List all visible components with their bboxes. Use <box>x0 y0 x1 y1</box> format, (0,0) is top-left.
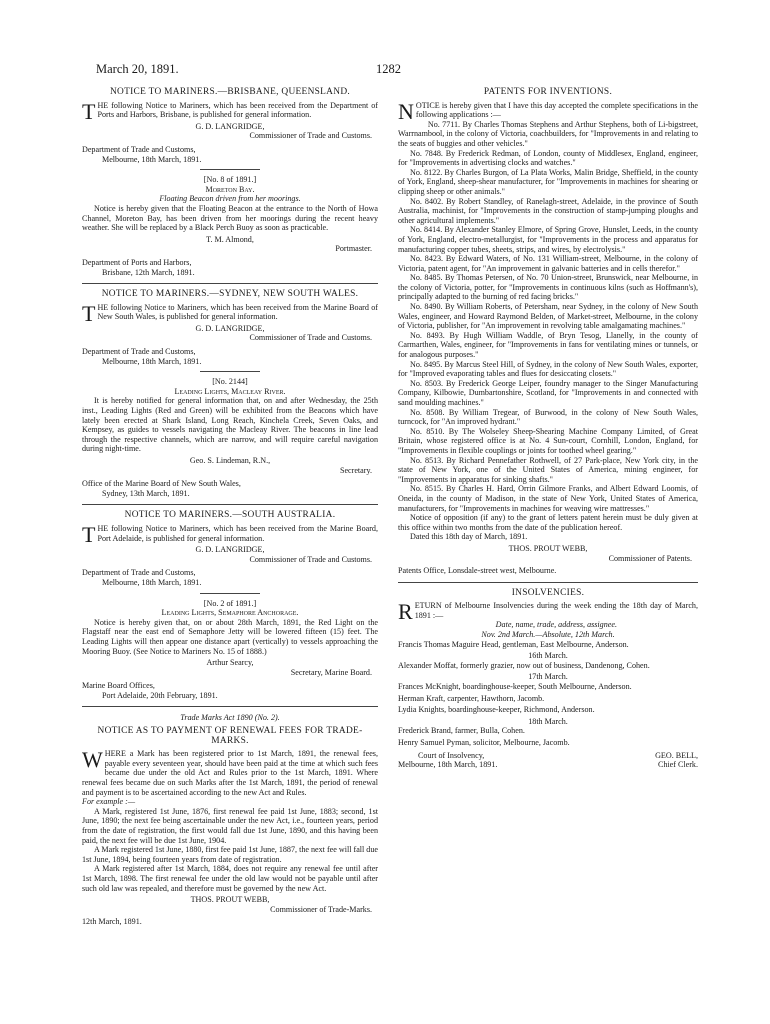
signatory-name: G. D. LANGRIDGE, <box>195 121 265 131</box>
notice-title: NOTICE TO MARINERS.—BRISBANE, QUEENSLAND. <box>109 87 351 97</box>
notice-number: [No. 8 of 1891.] <box>203 175 257 185</box>
department-line <box>82 145 378 164</box>
insolvencies-section <box>398 589 698 770</box>
signatory-name: T. M. Almond, <box>206 234 254 244</box>
notice-south-australia <box>82 511 378 700</box>
patent-entry: No. 8402. By Robert Standley, of Ranelagh-street, Adelaide, in the province of South Australia, machinist, for "Improvements in the construction of stamp-jumping ploughs and other agricultural implements." <box>398 196 698 225</box>
patent-entry: No. 8122. By Charles Burgon, of La Plata Works, Malin Bridge, Sheffield, in the county of York, England, sheep-shear manufacturer, for "Improvements in machines for shearing or clipping sheep or other animals." <box>398 167 698 196</box>
insolvency-entry: Francis Thomas Maguire Head, gentleman, East Melbourne, Anderson. <box>398 639 629 649</box>
section-rule <box>82 504 378 505</box>
signature-block <box>82 235 378 254</box>
date-heading: Nov. 2nd March.—Absolute, 12th March. <box>481 630 615 640</box>
page-date: March 20, 1891. <box>96 62 179 76</box>
insolvency-entry: Frederick Brand, farmer, Bulla, Cohen. <box>398 726 525 736</box>
signatory-name: GEO. BELL, <box>655 750 698 760</box>
notice-number: [No. 2 of 1891.] <box>203 598 257 608</box>
patents-intro: NOTICE is hereby given that I have this day accepted the complete specifications in the following applications :— <box>398 98 698 124</box>
department-line <box>82 479 378 498</box>
signatory-title: Chief Clerk. <box>657 760 698 770</box>
notice-place: Leading Lights, Semaphore Anchorage. <box>161 608 299 618</box>
divider <box>200 593 260 594</box>
patent-entry: No. 8503. By Frederick George Leiper, foundry manager to the Singer Manufacturing Company, Kilbowie, Dumbartonshire, Scotland, for "Improvements in and connected with sand moulding machines." <box>398 378 698 407</box>
example-paragraph: A Mark registered 1st June, 1880, first fee paid 1st June, 1887, the next fee will fall due 1st June, 1894, being fourteen years from date of registration. <box>82 845 378 864</box>
department-date: Melbourne, 18th March, 1891. <box>102 577 202 587</box>
patent-entry: No. 8510. By The Wolseley Sheep-Shearing Machine Company Limited, of Great Britain, whose registered office is at No. 4 Sun-court, Cornhill, London, England, for "Improvements in flexible couplings or joints for toothed wheel gearing." <box>398 426 698 455</box>
department-date: Sydney, 13th March, 1891. <box>102 488 190 498</box>
insolvency-entry: Herman Kraft, carpenter, Hawthorn, Jacomb. <box>398 693 545 703</box>
patent-entry: No. 8485. By Thomas Petersen, of No. 70 Union-street, Brunswick, near Melbourne, in the colony of Victoria, potter, for "Improvements in continuous kilns (such as Hoffmann's), principally adapted to the burning of red facing bricks." <box>398 273 698 302</box>
signatory-name: THOS. PROUT WEBB, <box>508 543 588 553</box>
example-heading: For example :— <box>82 797 136 807</box>
notice-place: Moreton Bay. <box>205 184 255 194</box>
patent-entry: No. 8490. By William Roberts, of Petersham, near Sydney, in the colony of New South Wales, engineer, and Howard Raymond Belden, of Market-street, Melbourne, in the colony of Victoria, publisher, for "An improvement in revolving table amalgamating machines." <box>398 302 698 331</box>
notice-title: NOTICE TO MARINERS.—SYDNEY, NEW SOUTH WALES. <box>101 289 359 300</box>
notice-body: Notice is hereby given that, on or about 28th March, 1891, the Red Light on the Flagstaff near the east end of Semaphore Jetty will be lowered fifteen (15) feet. The Leading Lights will then appear one distance apart (vertically) to vessels approaching the Mooring Buoy. (See Notice to Mariners No. 15 of 1888.) <box>82 617 378 656</box>
notice-place: Leading Lights, Macleay River. <box>174 386 286 396</box>
department-name: Department of Trade and Customs, <box>82 144 196 154</box>
act-reference: Trade Marks Act 1890 (No. 2). <box>180 713 280 723</box>
signature-block <box>82 545 378 564</box>
signatory-name: Arthur Searcy, <box>206 658 254 668</box>
date-heading: 18th March. <box>528 716 568 726</box>
department-line <box>82 258 378 277</box>
divider <box>200 371 260 372</box>
department-line <box>82 681 378 700</box>
section-title: INSOLVENCIES. <box>511 587 585 598</box>
patent-entry: No. 7848. By Frederick Redman, of London, county of Middlesex, England, engineer, for "Improvements in advertising clocks and watches." <box>398 148 698 168</box>
notice-intro: THE following Notice to Mariners, which has been received from the Marine Board of New South Wales, is published for general information. <box>82 300 378 326</box>
signature-block <box>82 324 378 343</box>
patents-section <box>398 88 698 576</box>
page-number: 1282 <box>376 62 401 76</box>
department-name: Department of Trade and Customs, <box>82 347 196 357</box>
department-name: Marine Board Offices, <box>82 681 155 691</box>
patent-entry: No. 8414. By Alexander Stanley Elmore, of Spring Grove, Hunslet, Leeds, in the county of York, England, electro-metallurgist, for "Improvements in the process and apparatus for manufacturing copper tubes, sheets, strips, and wires, by electrolysis." <box>398 225 698 254</box>
example-paragraph: A Mark registered after 1st March, 1884, does not require any renewal fee until after 1st March, 1898. The first renewal fee under the old law would not be payable until after such old law was repealed, and therefore must be governed by the new Act. <box>82 864 378 893</box>
notice-title: NOTICE TO MARINERS.—SOUTH AUSTRALIA. <box>124 510 336 521</box>
department-date: Port Adelaide, 20th February, 1891. <box>102 690 218 700</box>
signatory-title: Commissioner of Trade-Marks. <box>270 904 372 914</box>
left-column <box>82 84 378 927</box>
notice-trade-marks <box>82 713 378 926</box>
patent-list <box>398 120 698 513</box>
insolvency-entry: Frances McKnight, boardinghouse-keeper, South Melbourne, Anderson. <box>398 682 632 692</box>
signature-block <box>82 658 378 677</box>
patent-entry: No. 8515. By Charles H. Hard, Orrin Gilmore Franks, and Albert Edward Loomis, of Oneida, in the county of Madison, in the state of New York, United States of America, manufacturers, for "Improvements in machines for weaving wire mattresses." <box>398 484 698 513</box>
signatory-name: G. D. LANGRIDGE, <box>195 545 265 555</box>
signature-block <box>82 456 378 475</box>
signatory-title: Commissioner of Trade and Customs. <box>249 333 372 343</box>
example-paragraph: A Mark, registered 1st June, 1876, first renewal fee paid 1st June, 1883; second, 1st June, 1890; the next fee being ascertainable under the new Act, i.e., fourteen years, period from the date of registration, the first would fall due 1st June, 1890, and this having been paid, the next fee will be due 1st June, 1904. <box>82 806 378 845</box>
office-line: Patents Office, Lonsdale-street west, Melbourne. <box>398 566 557 576</box>
court-info <box>398 751 497 770</box>
notice-body: Notice is hereby given that the Floating Beacon at the entrance to the North of Howa Channel, Moreton Bay, has been driven from her moorings during the recent heavy weather. She will be replaced by a Black Perch Buoy as soon as practicable. <box>82 203 378 233</box>
notice-subtitle: Floating Beacon driven from her moorings. <box>159 194 301 204</box>
department-date: Melbourne, 18th March, 1891. <box>102 356 202 366</box>
notice-intro: WHERE a Mark has been registered prior to 1st March, 1891, the renewal fees, payable every seventeen year, should have been paid at the time at which such fees became due under the old Act and Rules prior to the 1st March, 1891. Where renewal fees became due on such Marks after the 1st March, 1891, the period of renewal and payment is to be ascertained according to the new Act and Rules. <box>82 747 378 797</box>
section-title: PATENTS FOR INVENTIONS. <box>483 87 613 97</box>
date-heading: 16th March. <box>528 651 568 661</box>
section-rule <box>82 283 378 284</box>
patent-entry: No. 8508. By William Tregear, of Burwood, in the colony of New South Wales, turncock, for "An improved hydrant." <box>398 407 698 427</box>
signatory-title: Secretary. <box>339 465 372 475</box>
notice-title: NOTICE AS TO PAYMENT OF RENEWAL FEES FOR TRADE-MARKS. <box>97 726 363 746</box>
patent-entry: No. 8493. By Hugh William Waddle, of Bryn Tesog, Llanelly, in the county of Carmarthen, Wales, engineer, for "Improvements in fans for ventilating mines or tunnels, or for analogous purposes." <box>398 330 698 360</box>
patent-entry: No. 8423. By Edward Waters, of No. 131 William-street, Melbourne, in the colony of Victoria, patent agent, for "An improvement in galvanic batteries and in cells therefor." <box>398 254 698 273</box>
clerk-signature <box>655 751 698 770</box>
date-heading: 17th March. <box>528 672 568 682</box>
notice-brisbane <box>82 88 378 277</box>
signature-block <box>82 122 378 141</box>
dated-line: Dated this 18th day of March, 1891. <box>410 532 528 542</box>
signatory-title: Commissioner of Trade and Customs. <box>249 554 372 564</box>
department-line <box>82 568 378 587</box>
notice-number: [No. 2144] <box>212 377 248 387</box>
signature-block <box>82 895 378 914</box>
signatory-title: Portmaster. <box>335 244 372 254</box>
department-name: Department of Trade and Customs, <box>82 568 196 578</box>
insolvency-entry: Lydia Knights, boardinghouse-keeper, Richmond, Anderson. <box>398 705 595 715</box>
signatory-title: Commissioner of Patents. <box>608 553 692 563</box>
columns-legend: Date, name, trade, address, assignee. <box>495 620 617 630</box>
signatory-title: Commissioner of Trade and Customs. <box>249 131 372 141</box>
patent-entry: No. 8513. By Richard Pennefather Rothwell, of 27 Park-place, New York city, in the state of New York, one of the United States of America, mining engineer, for "Improvements in apparatus for sinking shafts." <box>398 455 698 484</box>
section-rule <box>82 706 378 707</box>
signatory-title: Secretary, Marine Board. <box>290 667 372 677</box>
court-date: Melbourne, 18th March, 1891. <box>398 760 498 770</box>
department-line <box>82 347 378 366</box>
insolvency-entry: Alexander Moffat, formerly grazier, now out of business, Dandenong, Cohen. <box>398 660 650 670</box>
department-date: Brisbane, 12th March, 1891. <box>102 267 195 277</box>
signatory-name: G. D. LANGRIDGE, <box>195 323 265 333</box>
notice-body: It is hereby notified for general information that, on and after Wednesday, the 25th inst., Leading Lights (Red and Green) will be exhibited from the Beacons which have lately been erected at Shark Island, Long Reach, Kinchela Creek, Seven Oaks, and Kempsey, as guides to vessels navigating the Macleay River. The beacons in line lead through the respective channels, which are narrow, and will require careful navigation during night-time. <box>82 396 378 454</box>
notice-date: 12th March, 1891. <box>82 917 142 927</box>
insolvencies-intro: RETURN of Melbourne Insolvencies during the week ending the 18th day of March, 1891 :— <box>398 599 698 625</box>
department-name: Department of Ports and Harbors, <box>82 257 192 267</box>
section-rule <box>398 582 698 583</box>
department-name: Office of the Marine Board of New South Wales, <box>82 479 241 489</box>
patent-entry: No. 7711. By Charles Thomas Stephens and Arthur Stephens, both of Li-bigstreet, Warrnambool, in the colony of Victoria, coachbuilders, for "Improvements in and relating to the seats of buggies and other vehicles." <box>398 119 698 148</box>
notice-intro: THE following Notice to Mariners, which has been received from the Marine Board, Port Adelaide, is published for general information. <box>82 521 378 547</box>
opposition-notice: Notice of opposition (if any) to the grant of letters patent herein must be duly given at this office within two months from the date of the publication hereof. <box>398 513 698 532</box>
patent-entry: No. 8495. By Marcus Steel Hill, of Sydney, in the colony of New South Wales, exporter, for "Improved evaporating tables and flues for desiccating closets." <box>398 359 698 379</box>
right-column <box>398 84 698 770</box>
divider <box>200 169 260 170</box>
notice-intro: THE following Notice to Mariners, which has been received from the Department of Ports and Harbors, Brisbane, is published for general information. <box>82 98 378 124</box>
department-date: Melbourne, 18th March, 1891. <box>102 154 202 164</box>
signature-block <box>398 544 698 563</box>
court-signature-row <box>398 751 698 770</box>
court-name: Court of Insolvency, <box>418 750 485 760</box>
notice-sydney <box>82 290 378 498</box>
signatory-name: THOS. PROUT WEBB, <box>190 895 270 905</box>
insolvency-entry: Henry Samuel Pyman, solicitor, Melbourne, Jacomb. <box>398 738 570 747</box>
signatory-name: Geo. S. Lindeman, R.N., <box>189 456 271 465</box>
